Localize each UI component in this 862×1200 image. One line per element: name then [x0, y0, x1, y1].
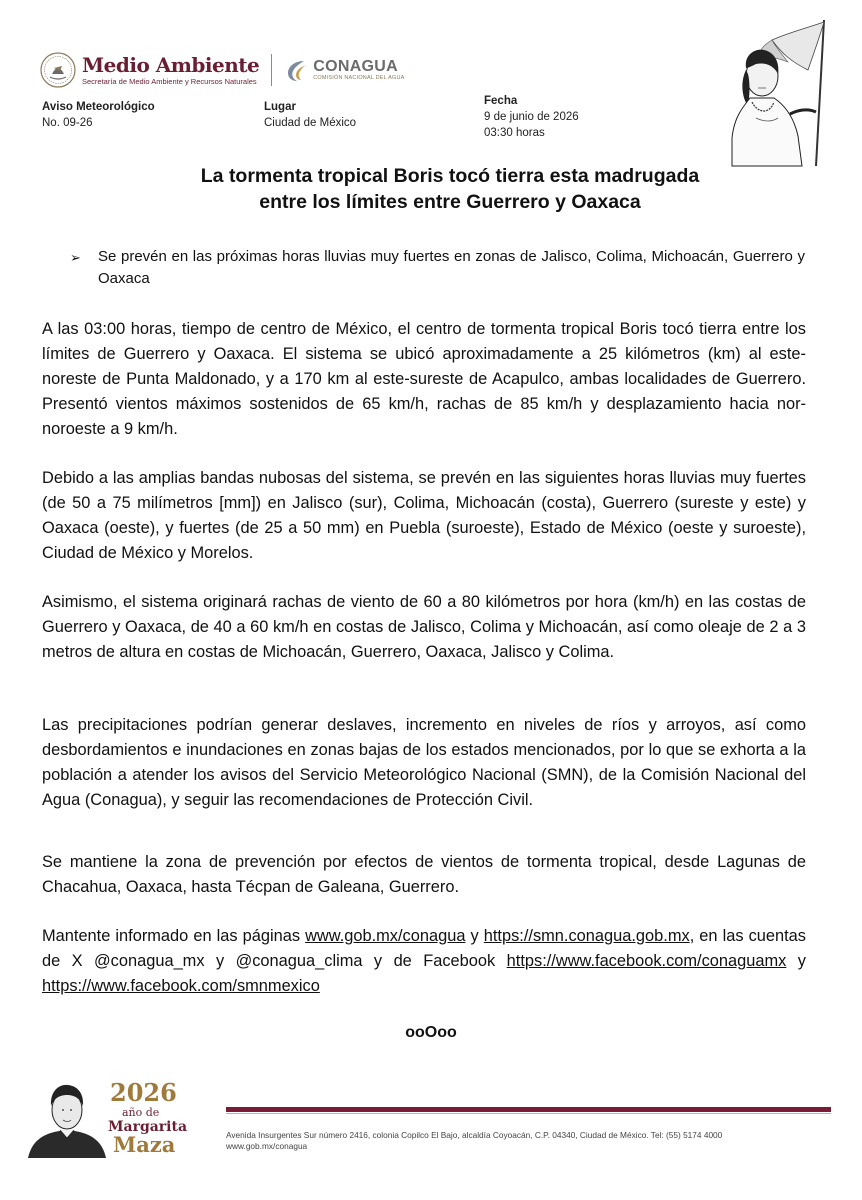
- medio-ambiente-title: Medio Ambiente: [82, 53, 260, 77]
- margarita-maza-portrait: [24, 1076, 110, 1158]
- closing-mark: ooOoo: [405, 1024, 457, 1041]
- footer-name-first: Margarita: [108, 1119, 188, 1135]
- medio-ambiente-logo: [82, 54, 259, 86]
- lugar-value: Ciudad de México: [264, 117, 357, 129]
- aviso-label: Aviso Meteorológico: [42, 101, 155, 113]
- paragraph-contact: [42, 924, 806, 999]
- logo-divider: [271, 54, 272, 86]
- contact-text-2: y: [465, 927, 484, 945]
- heroine-flag-illustration: [712, 18, 836, 168]
- meta-fecha: [484, 93, 579, 141]
- footer-name-last: Maza: [113, 1132, 176, 1157]
- summary-bullet: [70, 246, 805, 290]
- link-facebook-smnmexico[interactable]: https://www.facebook.com/smnmexico: [42, 977, 320, 995]
- lugar-label: Lugar: [264, 101, 296, 113]
- conagua-logo: [313, 58, 404, 82]
- summary-bullet-text: Se prevén en las próximas horas lluvias muy fuertes en zonas de Jalisco, Colima, Michoacán, Guerrero y Oaxaca: [98, 248, 805, 287]
- national-seal-icon: [40, 52, 76, 88]
- headline-line-2: entre los límites entre Guerrero y Oaxaca: [259, 191, 641, 213]
- link-facebook-conaguamx[interactable]: https://www.facebook.com/conaguamx: [506, 952, 787, 970]
- footer-address-line: Avenida Insurgentes Sur número 2416, colonia Copilco El Bajo, alcaldía Coyoacán, C.P. 04340, Ciudad de México. Tel: (55) 5174 4000: [226, 1130, 723, 1140]
- paragraph-storm-position: A las 03:00 horas, tiempo de centro de México, el centro de tormenta tropical Boris tocó tierra entre los límites de Guerrero y Oaxaca. El sistema se ubicó aproximadamente a 25 kilómetros (km) al este-noreste de Punta Maldonado, y a 170 km al este-sureste de Acapulco, ambas localidades de Guerrero. Presentó vientos máximos sostenidos de 65 km/h, rachas de 85 km/h y desplazamiento hacia nor-noroeste a 9 km/h.: [42, 320, 806, 438]
- fecha-date: 9 de junio de 2026: [484, 111, 579, 123]
- paragraph-wind-forecast: Asimismo, el sistema originará rachas de viento de 60 a 80 kilómetros por hora (km/h) en las costas de Guerrero y Oaxaca, de 40 a 60 km/h en costas de Jalisco, Colima y Michoacán, así como oleaje de 2 a 3 metros de altura en costas de Michoacán, Guerrero, Oaxaca, Jalisco y Colima.: [42, 593, 806, 661]
- meta-lugar: [264, 99, 356, 131]
- paragraph-rain-forecast: Debido a las amplias bandas nubosas del sistema, se prevén en las siguientes horas lluvias muy fuertes (de 50 a 75 milímetros [mm]) en Jalisco (sur), Colima, Michoacán (costa), Guerrero (sureste y este) y Oaxaca (oeste), y fuertes (de 25 a 50 mm) en Puebla (suroeste), Estado de México (oeste y suroeste), Ciudad de México y Morelos.: [42, 469, 806, 562]
- headline-line-1: La tormenta tropical Boris tocó tierra esta madrugada: [200, 165, 700, 187]
- link-gob-conagua[interactable]: www.gob.mx/conagua: [305, 927, 466, 945]
- conagua-subtitle: COMISIÓN NACIONAL DEL AGUA: [313, 75, 405, 81]
- fecha-label: Fecha: [484, 95, 518, 107]
- link-smn-conagua[interactable]: https://smn.conagua.gob.mx: [483, 927, 690, 945]
- footer-address: [226, 1130, 722, 1152]
- arrow-right-icon: ➢: [70, 250, 81, 265]
- meta-aviso: [42, 99, 155, 131]
- footer-ano-de: año de: [122, 1106, 160, 1119]
- footer-year: 2026: [110, 1078, 177, 1107]
- paragraph-prevention-zone: Se mantiene la zona de prevención por efectos de vientos de tormenta tropical, desde Lagunas de Chacahua, Oaxaca, hasta Técpan de Galeana, Guerrero.: [42, 853, 806, 896]
- medio-ambiente-subtitle: Secretaría de Medio Ambiente y Recursos Naturales: [82, 77, 257, 86]
- conagua-title: CONAGUA: [313, 58, 399, 75]
- contact-text-3: , en las cuentas de X @conagua_mx y @conagua_clima y de Facebook: [42, 927, 806, 970]
- conagua-drop-icon: [284, 57, 310, 83]
- paragraph-risk-warning: Las precipitaciones podrían generar deslaves, incremento en niveles de ríos y arroyos, así como desbordamientos e inundaciones en zonas bajas de los estados mencionados, por lo que se exhorta a la población a atender los avisos del Servicio Meteorológico Nacional (SMN), de la Comisión Nacional del Agua (Conagua), y seguir las recomendaciones de Protección Civil.: [42, 716, 806, 809]
- aviso-value: No. 09-26: [42, 117, 93, 129]
- contact-text-4: y: [786, 952, 806, 970]
- contact-text-1: Mantente informado en las páginas: [42, 927, 306, 945]
- fecha-time: 03:30 horas: [484, 127, 545, 139]
- footer-web[interactable]: www.gob.mx/conagua: [226, 1141, 308, 1151]
- footer-divider-bar: [226, 1107, 831, 1112]
- footer-divider-line: [226, 1113, 831, 1114]
- header-logos: [40, 48, 405, 92]
- headline: [110, 163, 790, 215]
